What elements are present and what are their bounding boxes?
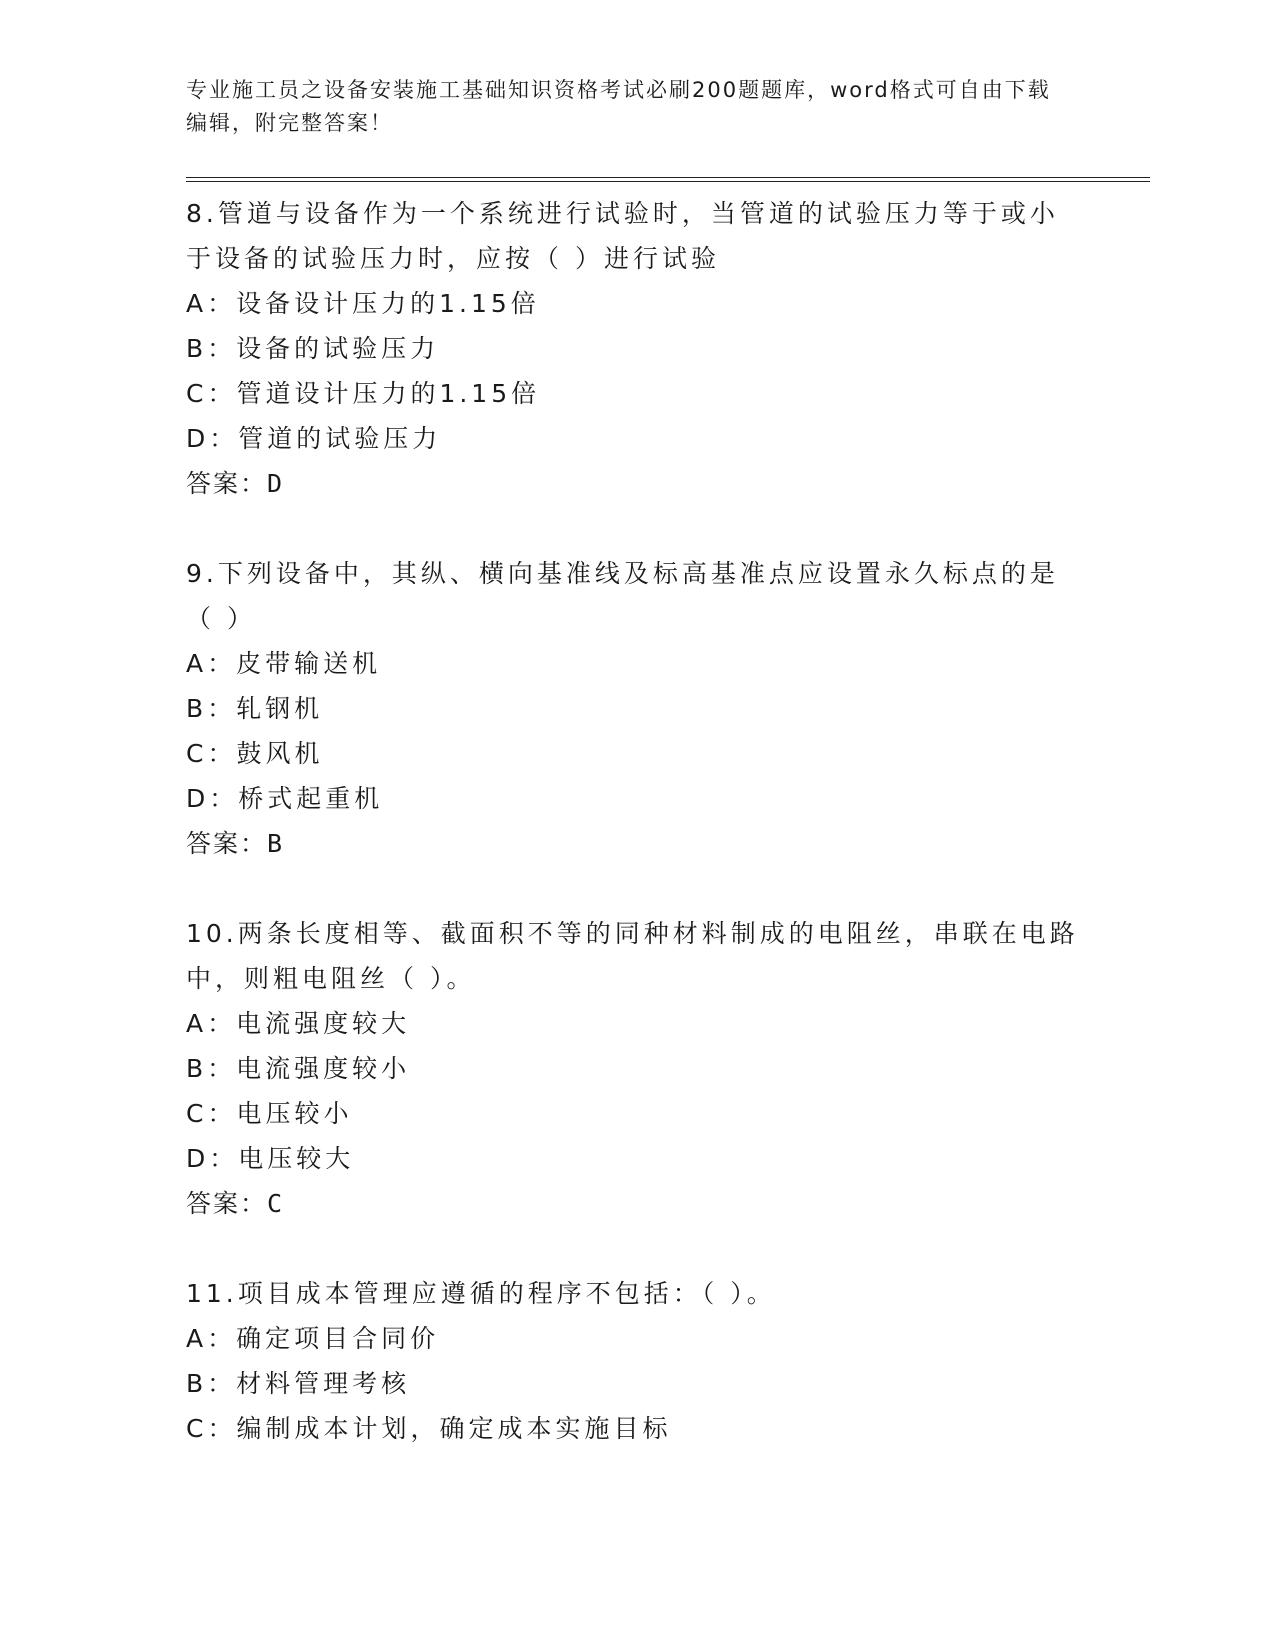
question-stem: 11.项目成本管理应遵循的程序不包括：（ ）。 — [186, 1279, 776, 1308]
option-c: C：编制成本计划，确定成本实施目标 — [186, 1414, 672, 1443]
option-d: D：管道的试验压力 — [186, 424, 442, 453]
question-item — [186, 551, 1086, 866]
question-item — [186, 911, 1086, 1226]
option-d: D：电压较大 — [186, 1144, 355, 1173]
answer-value: D — [267, 469, 285, 498]
question-stem: 9.下列设备中，其纵、横向基准线及标高基准点应设置永久标点的是（ ） — [186, 559, 1059, 633]
option-a: A：设备设计压力的1.15倍 — [186, 289, 540, 318]
option-a: A：电流强度较大 — [186, 1009, 411, 1038]
header-divider-bottom — [186, 181, 1150, 182]
answer-line — [186, 1181, 1086, 1226]
option-a: A：皮带输送机 — [186, 649, 382, 678]
option-b: B：轧钢机 — [186, 694, 324, 723]
answer-value: B — [267, 829, 285, 858]
answer-line — [186, 461, 1086, 506]
option-b: B：材料管理考核 — [186, 1369, 411, 1398]
option-b: B：电流强度较小 — [186, 1054, 411, 1083]
option-c: C：电压较小 — [186, 1099, 353, 1128]
document-header: 专业施工员之设备安装施工基础知识资格考试必刷200题题库，word格式可自由下载编辑，附完整答案！ — [186, 78, 1051, 135]
answer-label: 答案： — [186, 1189, 268, 1218]
answer-label: 答案： — [186, 829, 268, 858]
question-item — [186, 1271, 1086, 1451]
option-b: B：设备的试验压力 — [186, 334, 440, 363]
header-divider-top — [186, 177, 1150, 178]
answer-value: C — [267, 1189, 285, 1218]
option-c: C：管道设计压力的1.15倍 — [186, 379, 541, 408]
question-stem: 8.管道与设备作为一个系统进行试验时，当管道的试验压力等于或小于设备的试验压力时，应按（ ）进行试验 — [186, 199, 1059, 273]
answer-line — [186, 821, 1086, 866]
question-item — [186, 191, 1086, 506]
option-a: A：确定项目合同价 — [186, 1324, 440, 1353]
question-stem: 10.两条长度相等、截面积不等的同种材料制成的电阻丝，串联在电路中，则粗电阻丝（ ）。 — [186, 919, 1079, 993]
question-list — [186, 191, 1086, 1451]
answer-label: 答案： — [186, 469, 268, 498]
option-d: D：桥式起重机 — [186, 784, 384, 813]
option-c: C：鼓风机 — [186, 739, 324, 768]
